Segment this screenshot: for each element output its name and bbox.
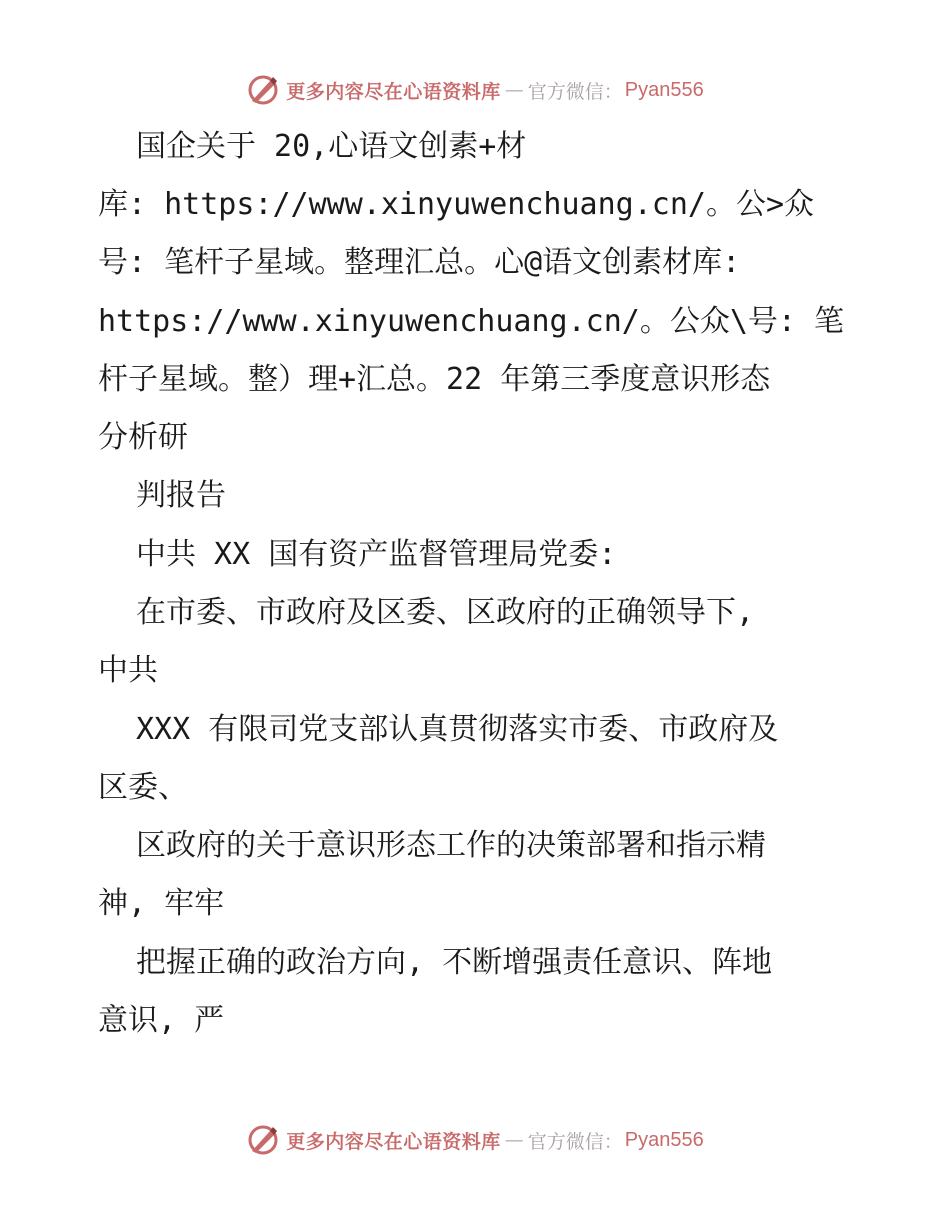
doc-line: 区政府的关于意识形态工作的决策部署和指示精 xyxy=(136,828,766,863)
watermark-wechat-id: Pyan556 xyxy=(624,78,704,101)
watermark-official-label: 官方微信： xyxy=(527,1130,623,1153)
doc-line: 把握正确的政治方向, 不断增强责任意识、阵地 xyxy=(136,945,773,980)
doc-line: 国企关于 20,心语文创素+材 xyxy=(136,129,527,164)
doc-line: 神, 牢牢 xyxy=(98,886,225,921)
watermark-header xyxy=(0,70,950,110)
doc-line: 判报告 xyxy=(136,478,226,513)
doc-line: 分析研 xyxy=(98,420,188,455)
pen-logo-icon xyxy=(246,73,280,107)
doc-line: 中共 XX 国有资产监督管理局党委: xyxy=(136,537,617,572)
doc-line: 中共 xyxy=(98,653,158,688)
doc-line: 号: 笔杆子星域。整理汇总。心@语文创素材库: xyxy=(98,245,741,280)
watermark-separator: — xyxy=(504,1129,524,1151)
doc-line: 杆子星域。整）理+汇总。22 年第三季度意识形态 xyxy=(98,362,771,397)
pen-logo-icon xyxy=(246,1123,280,1157)
doc-line: 在市委、市政府及区委、区政府的正确领导下, xyxy=(136,595,755,630)
doc-line: https://www.xinyuwenchuang.cn/。公众\号: 笔 xyxy=(98,304,845,339)
doc-line: 区委、 xyxy=(98,770,188,805)
watermark-main-text: 更多内容尽在心语资料库 xyxy=(286,1130,501,1153)
doc-line: 意识, 严 xyxy=(98,1003,225,1038)
watermark-main-text: 更多内容尽在心语资料库 xyxy=(286,80,501,103)
doc-line: 库: https://www.xinyuwenchuang.cn/。公>众 xyxy=(98,187,815,222)
doc-line: XXX 有限司党支部认真贯彻落实市委、市政府及 xyxy=(136,712,779,747)
watermark-footer xyxy=(0,1120,950,1160)
watermark-wechat-id: Pyan556 xyxy=(624,1128,704,1151)
watermark-official-label: 官方微信： xyxy=(527,80,623,103)
watermark-separator: — xyxy=(504,79,524,101)
